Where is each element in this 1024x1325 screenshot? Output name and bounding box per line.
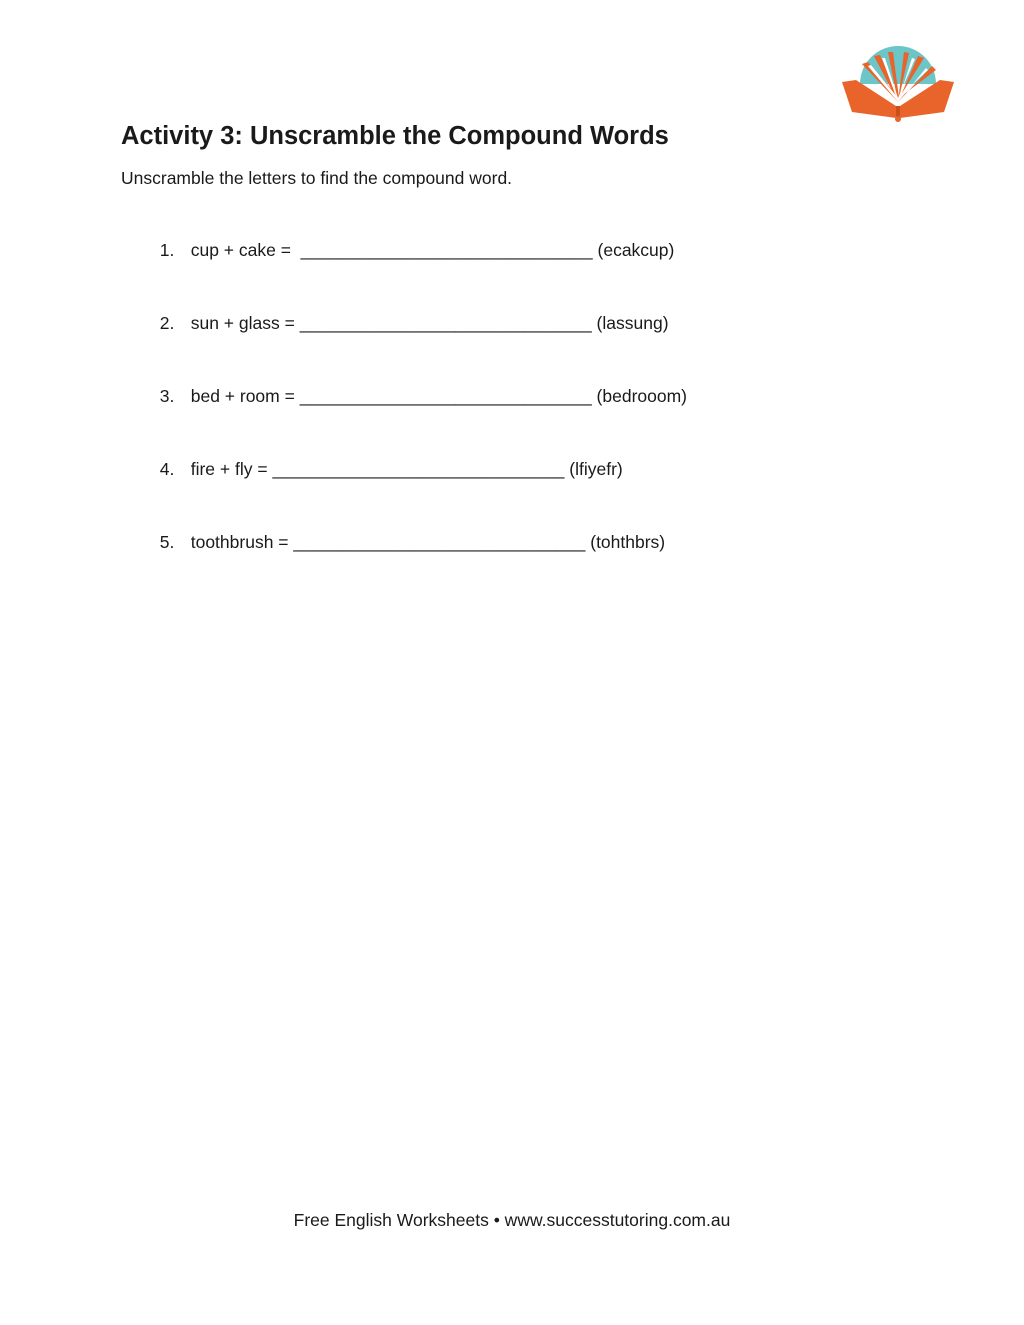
list-item (150, 360, 687, 408)
item-prompt: sun + glass = (190, 313, 300, 333)
list-item (150, 214, 674, 262)
item-number: 4. (159, 459, 175, 479)
item-number: 5. (159, 532, 175, 552)
scrambled-clue: (tohthbrs) (585, 532, 666, 552)
item-prompt: cup + cake = (190, 240, 301, 260)
open-book-logo-icon (838, 44, 958, 124)
answer-blank: ______________________________ (272, 459, 565, 479)
answer-blank: ______________________________ (299, 313, 592, 333)
item-prompt: fire + fly = (190, 459, 273, 479)
page-title: Activity 3: Unscramble the Compound Words (121, 122, 669, 150)
item-prompt: bed + room = (190, 386, 300, 406)
list-item (150, 287, 669, 335)
item-number: 3. (159, 386, 175, 406)
item-number: 1. (159, 240, 175, 260)
instructions-text: Unscramble the letters to find the compound word. (121, 168, 513, 188)
item-prompt: toothbrush = (190, 532, 294, 552)
item-number: 2. (159, 313, 175, 333)
scrambled-clue: (bedrooom) (591, 386, 688, 406)
scrambled-clue: (lassung) (591, 313, 669, 333)
answer-blank: ______________________________ (300, 240, 593, 260)
scrambled-clue: (lfiyefr) (564, 459, 623, 479)
answer-blank: ______________________________ (293, 532, 586, 552)
answer-blank: ______________________________ (299, 386, 592, 406)
list-item (150, 433, 623, 481)
scrambled-clue: (ecakcup) (592, 240, 675, 260)
footer-text: Free English Worksheets • www.successtutoring.com.au (293, 1210, 731, 1230)
list-item (150, 506, 665, 554)
